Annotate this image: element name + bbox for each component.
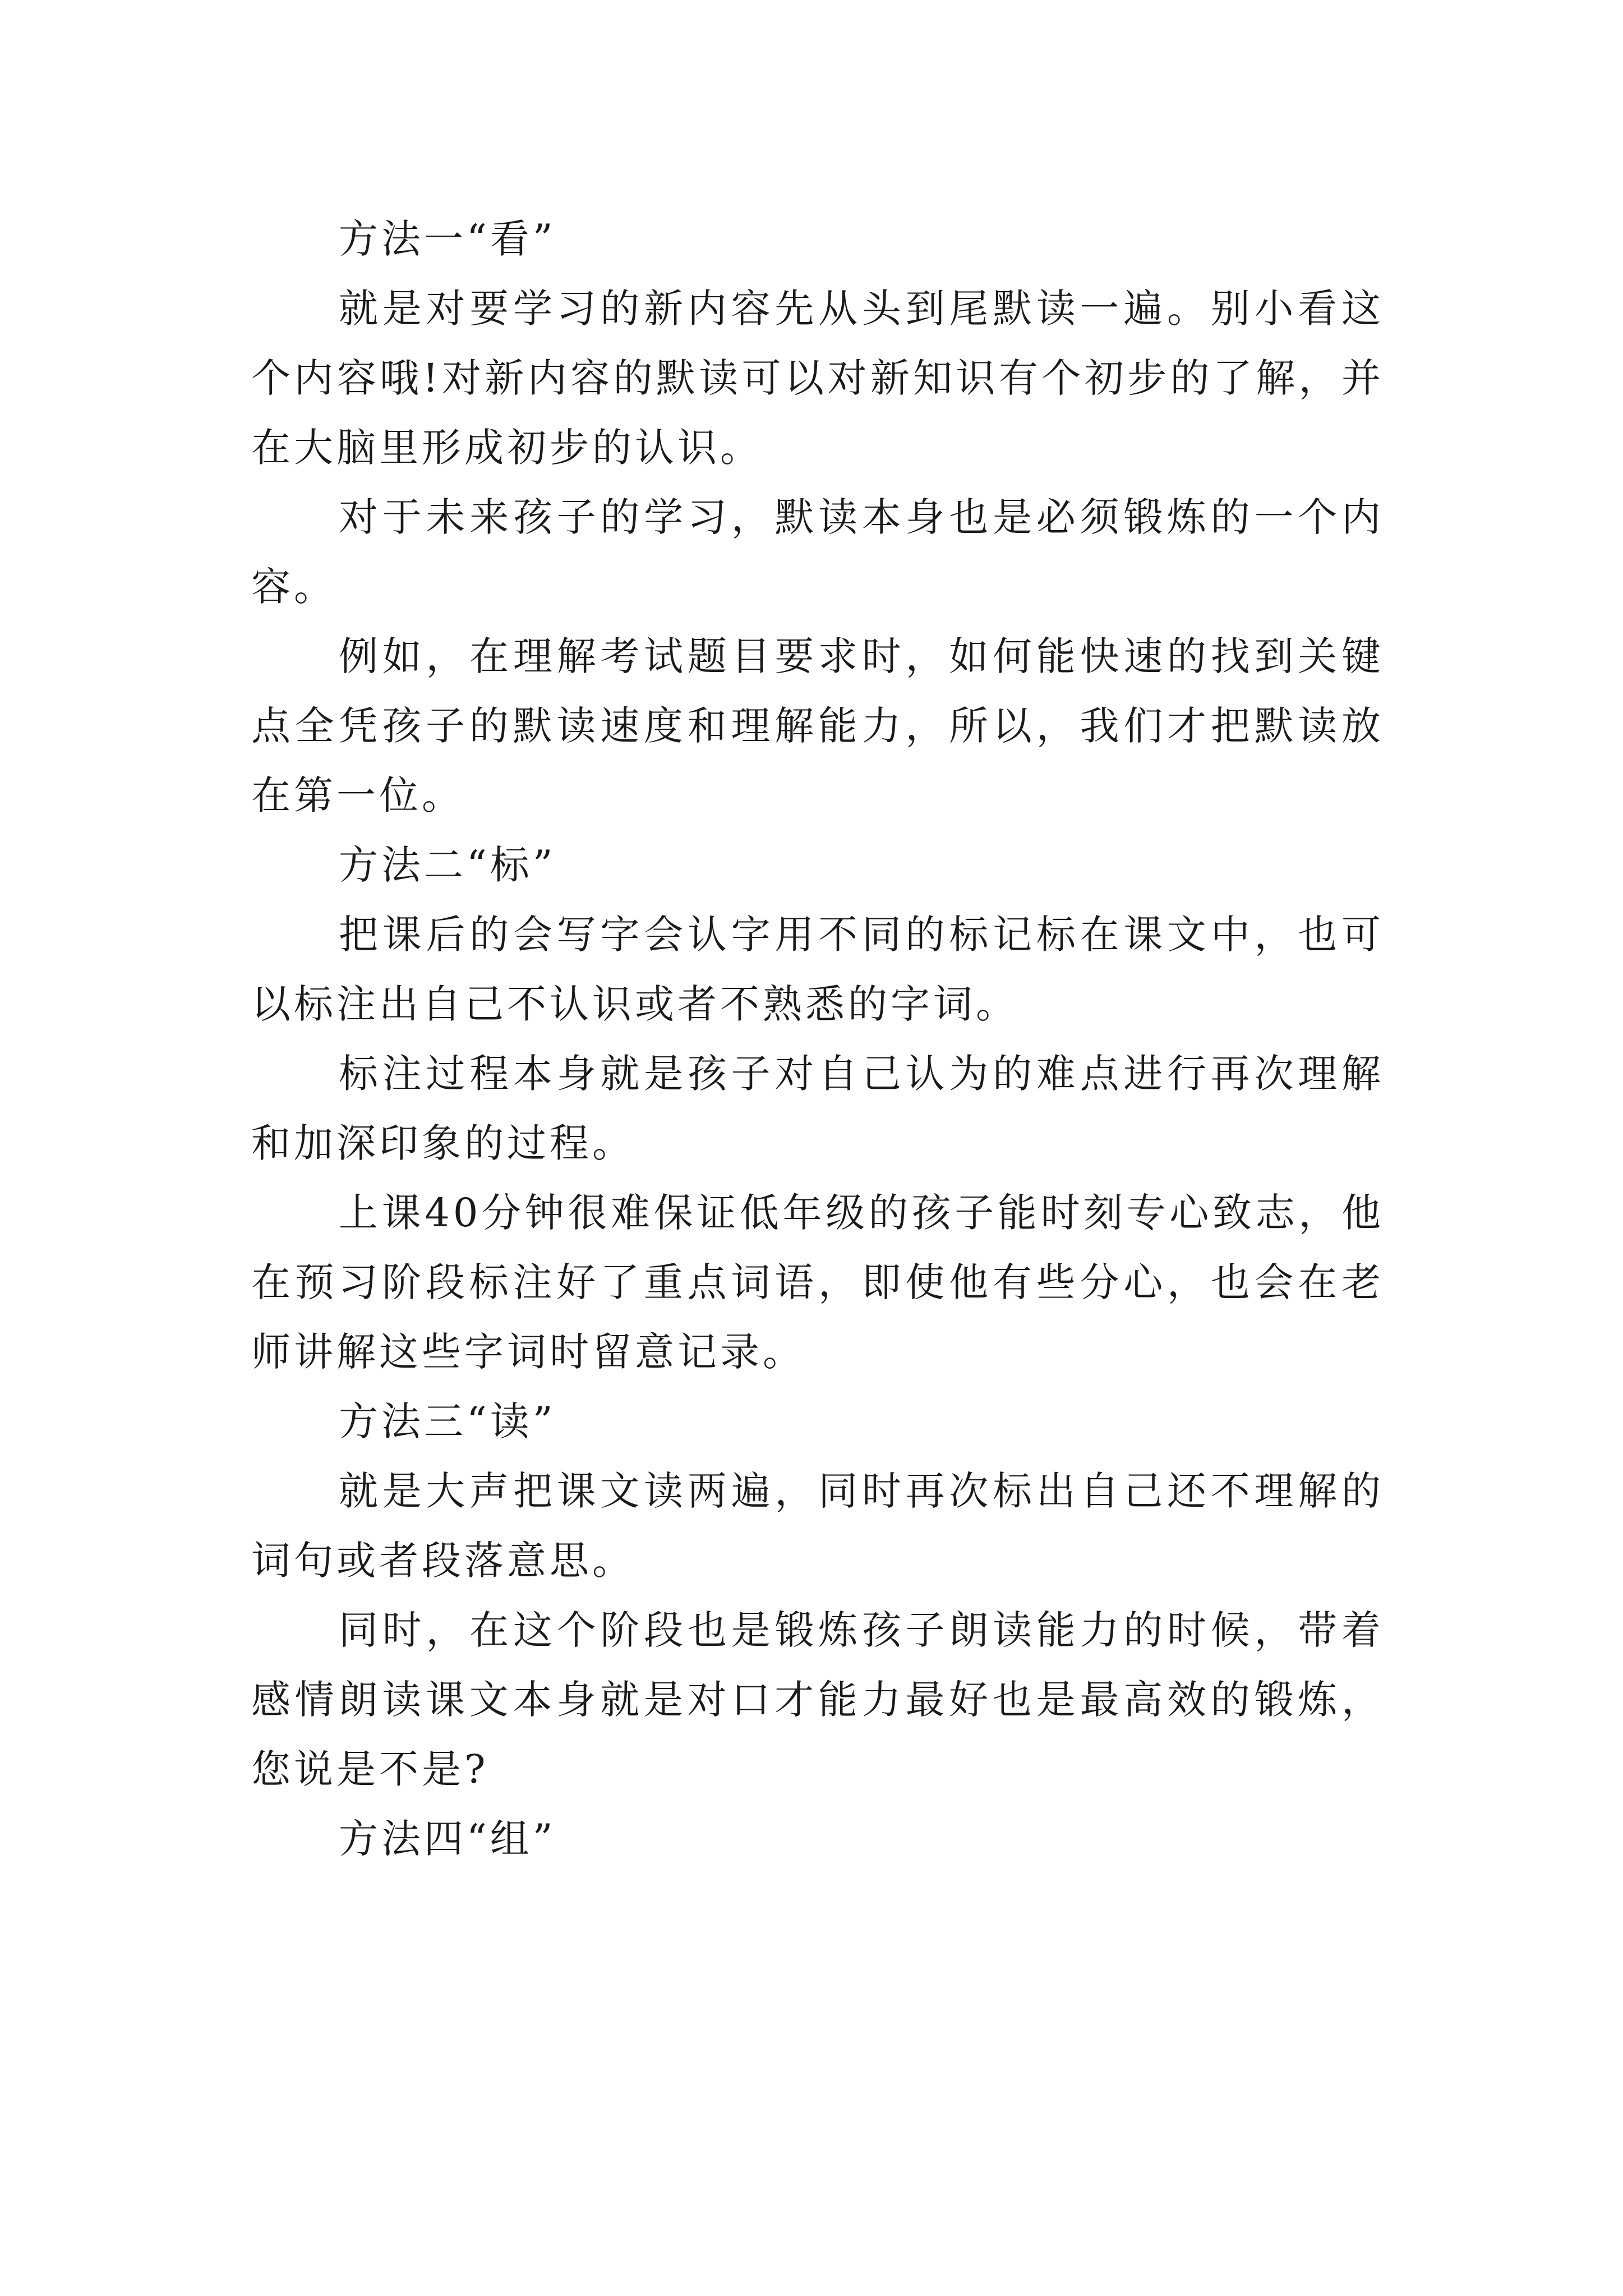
paragraph: 同时，在这个阶段也是锻炼孩子朗读能力的时候，带着感情朗读课文本身就是对口才能力最好也是最高效的锻炼，您说是不是? xyxy=(251,1607,1384,1792)
heading-method-2: 方法二“标” xyxy=(339,842,556,888)
paragraph: 上课40分钟很难保证低年级的孩子能时刻专心致志，他在预习阶段标注好了重点词语，即使他有些分心，也会在老师讲解这些字词时留意记录。 xyxy=(251,1190,1384,1375)
document-body xyxy=(251,204,1384,1874)
heading-method-4: 方法四“组” xyxy=(339,1816,556,1862)
heading-method-1: 方法一“看” xyxy=(339,216,556,262)
paragraph: 就是对要学习的新内容先从头到尾默读一遍。别小看这个内容哦!对新内容的默读可以对新知识有个初步的了解，并在大脑里形成初步的认识。 xyxy=(251,286,1384,471)
paragraph: 把课后的会写字会认字用不同的标记标在课文中，也可以标注出自己不认识或者不熟悉的字词。 xyxy=(251,912,1384,1027)
paragraph: 例如，在理解考试题目要求时，如何能快速的找到关键点全凭孩子的默读速度和理解能力，所以，我们才把默读放在第一位。 xyxy=(251,633,1384,818)
paragraph: 对于未来孩子的学习，默读本身也是必须锻炼的一个内容。 xyxy=(251,494,1384,610)
heading-method-3: 方法三“读” xyxy=(339,1398,556,1444)
paragraph: 就是大声把课文读两遍，同时再次标出自己还不理解的词句或者段落意思。 xyxy=(251,1468,1384,1584)
paragraph: 标注过程本身就是孩子对自己认为的难点进行再次理解和加深印象的过程。 xyxy=(251,1051,1384,1166)
